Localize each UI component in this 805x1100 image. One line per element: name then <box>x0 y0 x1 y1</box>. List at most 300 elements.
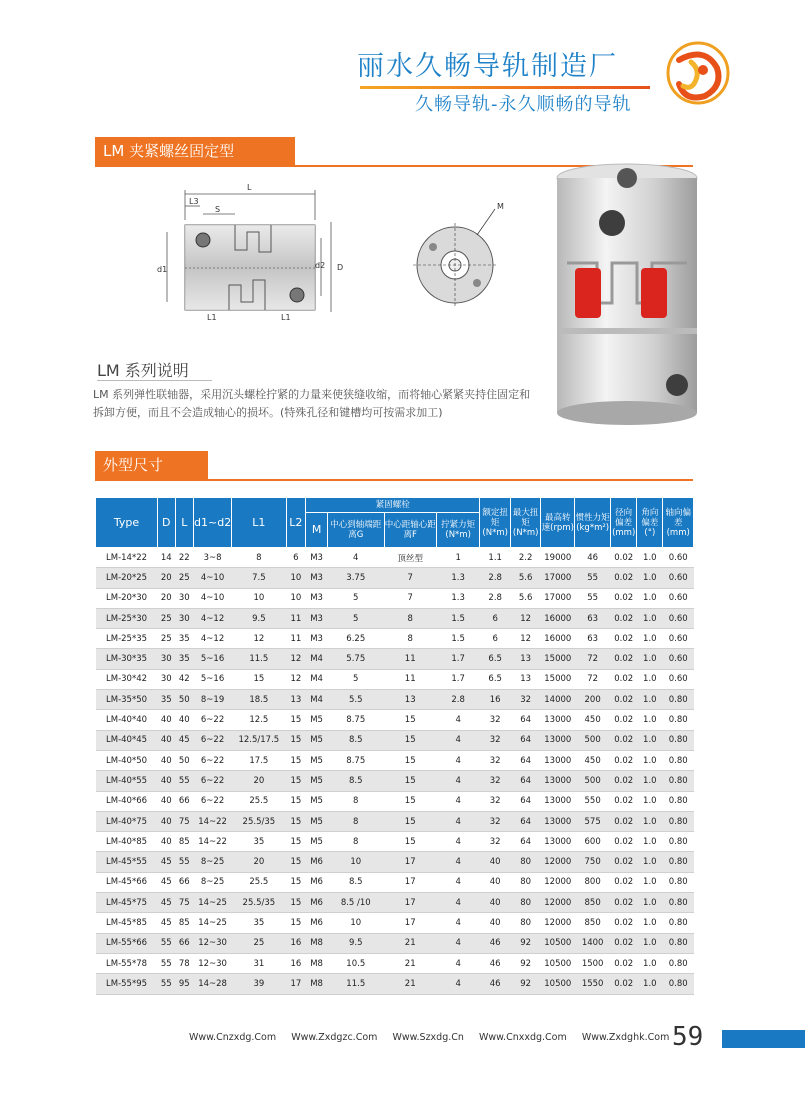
table-cell: 40 <box>480 872 510 892</box>
table-cell: 39 <box>232 974 286 994</box>
table-cell: 92 <box>510 933 540 953</box>
table-cell: 1.0 <box>637 893 663 913</box>
table-row <box>96 811 694 831</box>
table-cell: 63 <box>575 608 611 628</box>
table-cell: 0.80 <box>663 974 694 994</box>
footer-accent-bar <box>722 1030 805 1048</box>
table-cell: 11 <box>384 669 436 689</box>
table-cell: 12000 <box>541 872 575 892</box>
table-cell: 0.02 <box>611 893 637 913</box>
table-cell: 8~25 <box>194 852 232 872</box>
table-cell: 75 <box>175 893 194 913</box>
table-cell: 80 <box>510 893 540 913</box>
table-row <box>96 832 694 852</box>
table-cell: LM-25*35 <box>96 629 158 649</box>
table-cell: 4 <box>436 872 480 892</box>
table-cell: 1.0 <box>637 933 663 953</box>
table-cell: 13000 <box>541 791 575 811</box>
company-name: 丽水久畅导轨制造厂 <box>357 51 618 82</box>
table-cell: 1.7 <box>436 669 480 689</box>
table-cell: 1.0 <box>637 832 663 852</box>
table-cell: 1400 <box>575 933 611 953</box>
table-cell: M5 <box>306 771 328 791</box>
table-cell: 13000 <box>541 832 575 852</box>
table-cell: M3 <box>306 608 328 628</box>
coupling-product-photo <box>537 163 715 428</box>
table-cell: 35 <box>232 832 286 852</box>
table-cell: 10 <box>286 588 306 608</box>
table-cell: LM-55*66 <box>96 933 158 953</box>
table-cell: 14~25 <box>194 893 232 913</box>
table-cell: 4 <box>436 710 480 730</box>
table-cell: 40 <box>480 852 510 872</box>
table-cell: 17 <box>286 974 306 994</box>
th-radial: 径向偏差(mm) <box>611 498 637 548</box>
table-cell: 1.0 <box>637 974 663 994</box>
table-cell: 1.7 <box>436 649 480 669</box>
table-cell: 1.0 <box>637 791 663 811</box>
table-cell: 8 <box>327 811 384 831</box>
dim-label-L1-left: L1 <box>207 313 217 322</box>
dim-label-D: D <box>337 263 344 272</box>
footer-link[interactable]: Www.Szxdg.Cn <box>392 1032 464 1043</box>
table-cell: 16 <box>286 933 306 953</box>
table-cell: 0.02 <box>611 669 637 689</box>
table-cell: 66 <box>175 791 194 811</box>
th-D: D <box>158 498 175 548</box>
table-cell: 15 <box>286 750 306 770</box>
table-cell: 5~16 <box>194 649 232 669</box>
table-cell: 0.02 <box>611 548 637 568</box>
table-cell: 4 <box>436 852 480 872</box>
table-cell: 12 <box>286 669 306 689</box>
table-cell: 0.02 <box>611 791 637 811</box>
table-cell: M3 <box>306 568 328 588</box>
table-cell: 46 <box>480 933 510 953</box>
table-cell: 15 <box>384 791 436 811</box>
table-cell: 55 <box>575 568 611 588</box>
table-cell: 450 <box>575 710 611 730</box>
table-cell: 0.60 <box>663 608 694 628</box>
table-cell: 4 <box>436 974 480 994</box>
table-cell: 6.25 <box>327 629 384 649</box>
table-cell: M6 <box>306 872 328 892</box>
table-cell: LM-30*35 <box>96 649 158 669</box>
table-cell: 32 <box>480 771 510 791</box>
table-cell: 5 <box>327 669 384 689</box>
table-cell: 8.5 <box>327 872 384 892</box>
table-cell: 6~22 <box>194 710 232 730</box>
footer-link[interactable]: Www.Zxdgzc.Com <box>291 1032 378 1043</box>
table-cell: 8~25 <box>194 872 232 892</box>
table-cell: 0.60 <box>663 649 694 669</box>
table-cell: 45 <box>175 730 194 750</box>
table-cell: 21 <box>384 953 436 973</box>
table-cell: M5 <box>306 750 328 770</box>
table-cell: 8~19 <box>194 690 232 710</box>
table-cell: 45 <box>158 872 175 892</box>
table-cell: 0.02 <box>611 974 637 994</box>
table-cell: 5.6 <box>510 588 540 608</box>
table-cell: 12000 <box>541 893 575 913</box>
table-cell: 55 <box>175 852 194 872</box>
table-cell: 8.5 /10 <box>327 893 384 913</box>
table-cell: 32 <box>480 750 510 770</box>
table-cell: 0.80 <box>663 953 694 973</box>
table-cell: 0.60 <box>663 669 694 689</box>
table-cell: 50 <box>175 750 194 770</box>
table-cell: 1.0 <box>637 649 663 669</box>
table-cell: 1.5 <box>436 608 480 628</box>
table-cell: 12.5 <box>232 710 286 730</box>
table-cell: 25 <box>232 933 286 953</box>
table-cell: 12.5/17.5 <box>232 730 286 750</box>
th-max-speed: 最高转速(rpm) <box>541 498 575 548</box>
table-cell: 4 <box>436 730 480 750</box>
table-cell: 4~12 <box>194 608 232 628</box>
table-cell: 15 <box>286 852 306 872</box>
table-cell: 30 <box>158 649 175 669</box>
table-cell: 450 <box>575 750 611 770</box>
table-cell: 13000 <box>541 811 575 831</box>
table-cell: LM-40*55 <box>96 771 158 791</box>
th-F: 中心距轴心距离F <box>384 513 436 548</box>
dim-label-M: M <box>497 202 504 211</box>
table-cell: 8 <box>384 608 436 628</box>
table-cell: LM-45*75 <box>96 893 158 913</box>
table-cell: 8.75 <box>327 710 384 730</box>
table-cell: LM-14*22 <box>96 548 158 568</box>
table-cell: 1.0 <box>637 953 663 973</box>
table-cell: 6~22 <box>194 750 232 770</box>
table-cell: 4 <box>327 548 384 568</box>
table-cell: 8 <box>327 832 384 852</box>
table-cell: 1.0 <box>637 608 663 628</box>
table-cell: 10500 <box>541 933 575 953</box>
table-cell: 46 <box>575 548 611 568</box>
table-cell: 10500 <box>541 953 575 973</box>
table-cell: 0.02 <box>611 811 637 831</box>
table-cell: 13 <box>286 690 306 710</box>
table-row <box>96 893 694 913</box>
table-cell: 25.5/35 <box>232 811 286 831</box>
footer-link[interactable]: Www.Zxdghk.Com <box>581 1032 670 1043</box>
th-rated-torque: 额定扭矩(N*m) <box>480 498 510 548</box>
table-cell: 11 <box>286 629 306 649</box>
table-cell: 46 <box>480 974 510 994</box>
table-cell: 7 <box>384 588 436 608</box>
table-cell: 80 <box>510 913 540 933</box>
table-cell: 9.5 <box>232 608 286 628</box>
table-cell: 1.0 <box>637 548 663 568</box>
table-cell: 6 <box>286 548 306 568</box>
table-cell: M3 <box>306 548 328 568</box>
table-cell: 46 <box>480 953 510 973</box>
th-type: Type <box>96 498 158 548</box>
table-cell: 0.02 <box>611 872 637 892</box>
dim-label-d2: d2 <box>315 261 326 270</box>
table-cell: 0.02 <box>611 832 637 852</box>
table-cell: 0.80 <box>663 730 694 750</box>
table-cell: 9.5 <box>327 933 384 953</box>
table-cell: 14~28 <box>194 974 232 994</box>
table-cell: 50 <box>175 690 194 710</box>
table-cell: 3.75 <box>327 568 384 588</box>
table-cell: 13000 <box>541 730 575 750</box>
table-cell: M5 <box>306 791 328 811</box>
table-cell: 1.0 <box>637 730 663 750</box>
table-row <box>96 608 694 628</box>
table-cell: 4~10 <box>194 568 232 588</box>
table-row <box>96 913 694 933</box>
table-cell: 2.8 <box>480 588 510 608</box>
table-cell: 1.0 <box>637 710 663 730</box>
th-angular: 角向偏差(°) <box>637 498 663 548</box>
table-cell: 12000 <box>541 913 575 933</box>
table-cell: LM-40*40 <box>96 710 158 730</box>
coupling-side-diagram <box>155 180 355 340</box>
table-cell: 4 <box>436 933 480 953</box>
table-row <box>96 629 694 649</box>
table-cell: 0.60 <box>663 588 694 608</box>
table-cell: 66 <box>175 872 194 892</box>
table-cell: 0.80 <box>663 832 694 852</box>
table-cell: 800 <box>575 872 611 892</box>
table-cell: 95 <box>175 974 194 994</box>
table-cell: 0.02 <box>611 750 637 770</box>
table-cell: 0.02 <box>611 913 637 933</box>
company-slogan: 久畅导轨-永久顺畅的导轨 <box>415 94 632 115</box>
th-L: L <box>175 498 194 548</box>
table-cell: 1.0 <box>637 872 663 892</box>
table-cell: 92 <box>510 974 540 994</box>
table-row <box>96 933 694 953</box>
table-cell: 16 <box>480 690 510 710</box>
table-cell: 2.2 <box>510 548 540 568</box>
dims-section-tag: 外型尺寸 <box>95 451 208 479</box>
table-cell: 850 <box>575 913 611 933</box>
footer-link[interactable]: Www.Cnxxdg.Com <box>478 1032 567 1043</box>
dim-label-L1-right: L1 <box>281 313 291 322</box>
footer-link[interactable]: Www.Cnzxdg.Com <box>189 1032 277 1043</box>
table-cell: 17 <box>384 872 436 892</box>
table-cell: 200 <box>575 690 611 710</box>
table-cell: 16000 <box>541 608 575 628</box>
table-cell: 78 <box>175 953 194 973</box>
table-cell: 66 <box>175 933 194 953</box>
table-cell: M6 <box>306 852 328 872</box>
table-cell: 14 <box>158 548 175 568</box>
table-cell: 35 <box>175 629 194 649</box>
table-cell: 10 <box>327 852 384 872</box>
table-cell: M8 <box>306 933 328 953</box>
table-cell: 55 <box>175 771 194 791</box>
th-inertia: 惯性力矩(kg*m²) <box>575 498 611 548</box>
table-cell: 6.5 <box>480 649 510 669</box>
table-cell: 72 <box>575 669 611 689</box>
table-cell: 45 <box>158 893 175 913</box>
th-L1: L1 <box>232 498 286 548</box>
th-d: d1~d2 <box>194 498 232 548</box>
table-cell: 15 <box>384 730 436 750</box>
table-cell: 15 <box>384 811 436 831</box>
table-cell: 12~30 <box>194 953 232 973</box>
table-row <box>96 649 694 669</box>
table-cell: M3 <box>306 629 328 649</box>
th-screw-torque: 拧紧力矩(N*m) <box>436 513 480 548</box>
table-cell: 20 <box>158 568 175 588</box>
table-cell: 55 <box>158 933 175 953</box>
table-cell: LM-40*45 <box>96 730 158 750</box>
table-cell: 10 <box>327 913 384 933</box>
table-cell: 12~30 <box>194 933 232 953</box>
table-cell: 64 <box>510 771 540 791</box>
coupling-end-diagram <box>405 195 515 315</box>
th-G: 中心到轴端距离G <box>327 513 384 548</box>
table-cell: 4 <box>436 832 480 852</box>
table-cell: 32 <box>480 832 510 852</box>
table-cell: 92 <box>510 953 540 973</box>
table-cell: 17 <box>384 893 436 913</box>
series-title-line <box>97 380 212 381</box>
table-cell: 4 <box>436 771 480 791</box>
th-M: M <box>306 513 328 548</box>
table-cell: 14~25 <box>194 913 232 933</box>
table-row <box>96 750 694 770</box>
table-cell: 64 <box>510 730 540 750</box>
table-cell: 11.5 <box>327 974 384 994</box>
table-cell: 45 <box>158 852 175 872</box>
table-cell: 40 <box>158 811 175 831</box>
table-cell: 0.80 <box>663 771 694 791</box>
table-cell: 85 <box>175 832 194 852</box>
table-cell: 4~10 <box>194 588 232 608</box>
table-cell: 11 <box>384 649 436 669</box>
table-cell: 11.5 <box>232 649 286 669</box>
table-cell: 0.02 <box>611 953 637 973</box>
table-cell: 4 <box>436 750 480 770</box>
table-cell: 40 <box>158 832 175 852</box>
table-cell: 0.02 <box>611 588 637 608</box>
table-cell: 21 <box>384 933 436 953</box>
table-cell: 850 <box>575 893 611 913</box>
table-row <box>96 852 694 872</box>
table-cell: LM-20*25 <box>96 568 158 588</box>
table-cell: 14~22 <box>194 832 232 852</box>
table-cell: 35 <box>158 690 175 710</box>
table-cell: 6~22 <box>194 791 232 811</box>
table-cell: 20 <box>232 852 286 872</box>
table-cell: 6.5 <box>480 669 510 689</box>
table-cell: M4 <box>306 649 328 669</box>
table-cell: 6 <box>480 629 510 649</box>
table-cell: 1.0 <box>637 913 663 933</box>
table-cell: 15 <box>384 832 436 852</box>
table-cell: 40 <box>175 710 194 730</box>
table-cell: LM-20*30 <box>96 588 158 608</box>
table-cell: 1.0 <box>637 588 663 608</box>
table-cell: 4 <box>436 791 480 811</box>
table-cell: 0.80 <box>663 913 694 933</box>
dim-label-L: L <box>247 183 252 192</box>
table-cell: 17 <box>384 852 436 872</box>
table-cell: LM-45*66 <box>96 872 158 892</box>
table-cell: 1 <box>436 548 480 568</box>
table-cell: 18.5 <box>232 690 286 710</box>
table-cell: 10.5 <box>327 953 384 973</box>
table-cell: 85 <box>175 913 194 933</box>
table-cell: 17.5 <box>232 750 286 770</box>
table-row <box>96 791 694 811</box>
table-cell: 4 <box>436 893 480 913</box>
table-cell: 0.80 <box>663 872 694 892</box>
table-cell: 6 <box>480 608 510 628</box>
table-cell: 64 <box>510 811 540 831</box>
table-cell: M4 <box>306 690 328 710</box>
th-axial: 轴向偏差(mm) <box>663 498 694 548</box>
series-title: LM 系列说明 <box>97 361 189 380</box>
table-cell: M5 <box>306 730 328 750</box>
table-cell: 15 <box>286 893 306 913</box>
series-description: LM 系列弹性联轴器，采用沉头螺栓拧紧的力量来使狭缝收缩，而将轴心紧紧夹持住固定和拆卸方便，而且不会造成轴心的损坏。(特殊孔径和键槽均可按需求加工) <box>93 388 531 419</box>
table-cell: 5 <box>327 608 384 628</box>
table-cell: 42 <box>175 669 194 689</box>
table-cell: 32 <box>510 690 540 710</box>
table-cell: 64 <box>510 832 540 852</box>
table-cell: 0.02 <box>611 730 637 750</box>
table-cell: M4 <box>306 669 328 689</box>
table-cell: 30 <box>175 608 194 628</box>
table-cell: 1.0 <box>637 629 663 649</box>
table-cell: 1.3 <box>436 588 480 608</box>
table-cell: 32 <box>480 730 510 750</box>
table-cell: 3~8 <box>194 548 232 568</box>
table-cell: 4~12 <box>194 629 232 649</box>
table-cell: 0.02 <box>611 852 637 872</box>
table-cell: 21 <box>384 974 436 994</box>
table-cell: M6 <box>306 913 328 933</box>
table-cell: 0.80 <box>663 791 694 811</box>
table-cell: 12 <box>510 608 540 628</box>
table-row <box>96 690 694 710</box>
table-cell: 40 <box>480 893 510 913</box>
table-cell: 1.0 <box>637 669 663 689</box>
table-cell: 15 <box>286 872 306 892</box>
table-cell: 31 <box>232 953 286 973</box>
company-logo-icon <box>665 40 731 106</box>
table-row <box>96 669 694 689</box>
table-cell: 35 <box>232 913 286 933</box>
table-cell: 0.02 <box>611 608 637 628</box>
dim-label-L3: L3 <box>189 197 199 206</box>
table-cell: 15 <box>384 710 436 730</box>
table-cell: 8.75 <box>327 750 384 770</box>
table-cell: 1.0 <box>637 568 663 588</box>
table-cell: 25.5 <box>232 872 286 892</box>
table-cell: LM-45*55 <box>96 852 158 872</box>
table-cell: 13 <box>384 690 436 710</box>
table-cell: 0.80 <box>663 893 694 913</box>
table-cell: 0.02 <box>611 568 637 588</box>
table-row <box>96 548 694 568</box>
table-cell: 30 <box>175 588 194 608</box>
table-cell: 25 <box>158 629 175 649</box>
table-cell: 15 <box>286 710 306 730</box>
table-cell: 22 <box>175 548 194 568</box>
table-cell: 35 <box>175 649 194 669</box>
table-cell: 8.5 <box>327 730 384 750</box>
table-cell: 40 <box>158 771 175 791</box>
